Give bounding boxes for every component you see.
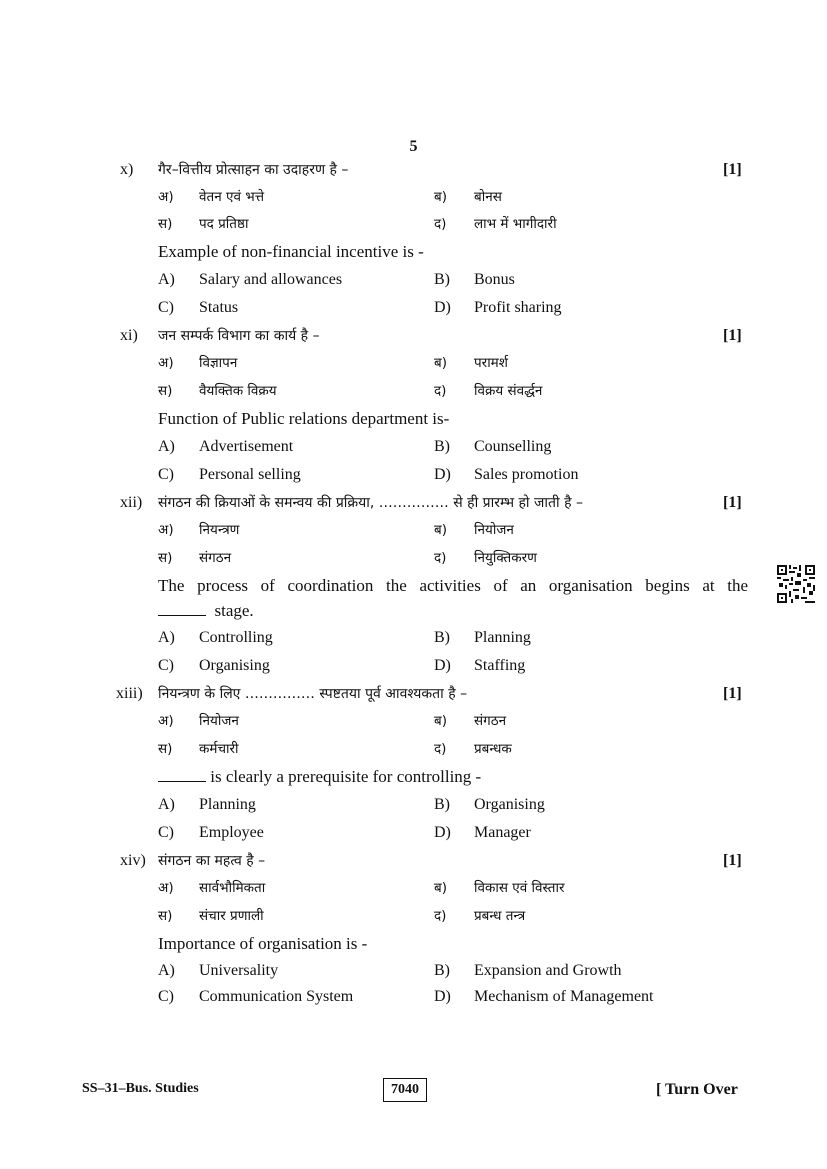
option-text: संगठन — [199, 550, 232, 566]
footer-turn-over: [ Turn Over — [656, 1081, 738, 1098]
option-text: Sales promotion — [474, 466, 579, 483]
answer-blank — [158, 765, 206, 782]
option-key: B) — [434, 271, 450, 288]
option-key: द) — [434, 741, 447, 757]
option-key: D) — [434, 988, 451, 1005]
option-text: नियोजन — [199, 713, 239, 729]
option-text: Advertisement — [199, 438, 294, 455]
option-text: विज्ञापन — [199, 355, 238, 371]
option-text: बोनस — [474, 189, 502, 205]
option-text: प्रबन्धक — [474, 741, 512, 757]
page-number: 5 — [409, 138, 418, 155]
question-text-english: is clearly a prerequisite for controlling - — [210, 767, 482, 786]
option-text: Organising — [474, 796, 545, 813]
option-key: द) — [434, 908, 447, 924]
option-text: संचार प्रणाली — [199, 908, 264, 924]
option-text: संगठन — [474, 713, 507, 729]
option-key: अ) — [158, 880, 174, 896]
option-text: Salary and allowances — [199, 271, 343, 288]
option-text: Status — [199, 299, 239, 316]
option-key: अ) — [158, 713, 174, 729]
question-text-english: Function of Public relations department is- — [158, 409, 450, 428]
footer-paper-code: 7040 — [383, 1078, 427, 1102]
option-key: द) — [434, 550, 447, 566]
option-text: Employee — [199, 824, 264, 841]
question-text-hindi: जन सम्पर्क विभाग का कार्य है – — [158, 328, 320, 344]
option-text: विकास एवं विस्तार — [474, 880, 565, 896]
option-text: Counselling — [474, 438, 552, 455]
question-number: xi) — [120, 327, 138, 344]
option-key: A) — [158, 962, 175, 979]
option-text: Organising — [199, 657, 270, 674]
question-text-hindi: नियन्त्रण के लिए …………… स्पष्टतया पूर्व आवश्यकता है – — [158, 686, 468, 702]
option-key: अ) — [158, 189, 174, 205]
option-key: ब) — [434, 880, 447, 896]
qr-code-icon — [777, 565, 815, 603]
option-key: C) — [158, 299, 174, 316]
option-text: नियन्त्रण — [199, 522, 240, 538]
option-text: पद प्रतिष्ठा — [199, 216, 249, 232]
option-text: Controlling — [199, 629, 273, 646]
answer-blank — [158, 599, 206, 616]
option-key: द) — [434, 216, 447, 232]
option-text: Manager — [474, 824, 531, 841]
option-text: विक्रय संवर्द्धन — [474, 383, 543, 399]
option-key: C) — [158, 988, 174, 1005]
option-key: C) — [158, 657, 174, 674]
option-text: Mechanism of Management — [474, 988, 654, 1005]
option-text: Universality — [199, 962, 279, 979]
option-text: वैयक्तिक विक्रय — [199, 383, 277, 399]
question-number: xii) — [120, 494, 143, 511]
option-text: Planning — [199, 796, 256, 813]
option-key: D) — [434, 466, 451, 483]
question-number: xiii) — [116, 685, 143, 702]
option-text: Bonus — [474, 271, 515, 288]
question-marks: [1] — [723, 852, 742, 869]
option-text: नियोजन — [474, 522, 514, 538]
option-key: B) — [434, 438, 450, 455]
option-text: Communication System — [199, 988, 354, 1005]
option-key: द) — [434, 383, 447, 399]
question-text-hindi: संगठन का महत्व है – — [158, 853, 266, 869]
question-text-english-stage: stage. — [214, 601, 254, 620]
option-key: B) — [434, 796, 450, 813]
footer-subject-code: SS–31–Bus. Studies — [82, 1081, 199, 1096]
option-key: स) — [158, 216, 173, 232]
option-key: B) — [434, 962, 450, 979]
question-text-hindi: संगठन की क्रियाओं के समन्वय की प्रक्रिया, …………… से ही प्रारम्भ हो जाती है – — [158, 495, 583, 511]
question-text-english: Example of non-financial incentive is - — [158, 242, 424, 261]
option-key: B) — [434, 629, 450, 646]
option-text: कर्मचारी — [199, 741, 239, 757]
option-key: स) — [158, 383, 173, 399]
question-text-english-line — [158, 765, 481, 789]
option-key: A) — [158, 438, 175, 455]
question-marks: [1] — [723, 327, 742, 344]
question-text-english: The process of coordination the activities of an organisation begins at the — [158, 576, 748, 595]
option-key: ब) — [434, 189, 447, 205]
option-key: A) — [158, 271, 175, 288]
option-key: A) — [158, 796, 175, 813]
option-text: परामर्श — [474, 355, 508, 371]
option-key: स) — [158, 550, 173, 566]
option-key: ब) — [434, 713, 447, 729]
option-key: स) — [158, 741, 173, 757]
option-text: नियुक्तिकरण — [474, 550, 537, 566]
option-key: ब) — [434, 355, 447, 371]
option-key: D) — [434, 657, 451, 674]
question-marks: [1] — [723, 494, 742, 511]
option-key: ब) — [434, 522, 447, 538]
option-text: Staffing — [474, 657, 526, 674]
question-marks: [1] — [723, 685, 742, 702]
option-key: स) — [158, 908, 173, 924]
option-text: प्रबन्ध तन्त्र — [474, 908, 526, 924]
option-key: A) — [158, 629, 175, 646]
question-text-english-line2 — [158, 599, 254, 623]
option-text: सार्वभौमिकता — [199, 880, 266, 896]
option-key: D) — [434, 299, 451, 316]
question-text-english: Importance of organisation is - — [158, 934, 368, 953]
option-text: Personal selling — [199, 466, 301, 483]
question-text-hindi: गैर–वित्तीय प्रोत्साहन का उदाहरण है – — [158, 162, 349, 178]
option-key: अ) — [158, 522, 174, 538]
option-key: D) — [434, 824, 451, 841]
option-text: Expansion and Growth — [474, 962, 622, 979]
question-number: x) — [120, 161, 134, 178]
option-text: Planning — [474, 629, 531, 646]
question-marks: [1] — [723, 161, 742, 178]
option-text: Profit sharing — [474, 299, 562, 316]
option-text: लाभ में भागीदारी — [474, 216, 557, 232]
option-key: C) — [158, 824, 174, 841]
option-key: C) — [158, 466, 174, 483]
option-key: अ) — [158, 355, 174, 371]
option-text: वेतन एवं भत्ते — [199, 189, 265, 205]
question-number: xiv) — [120, 852, 146, 869]
